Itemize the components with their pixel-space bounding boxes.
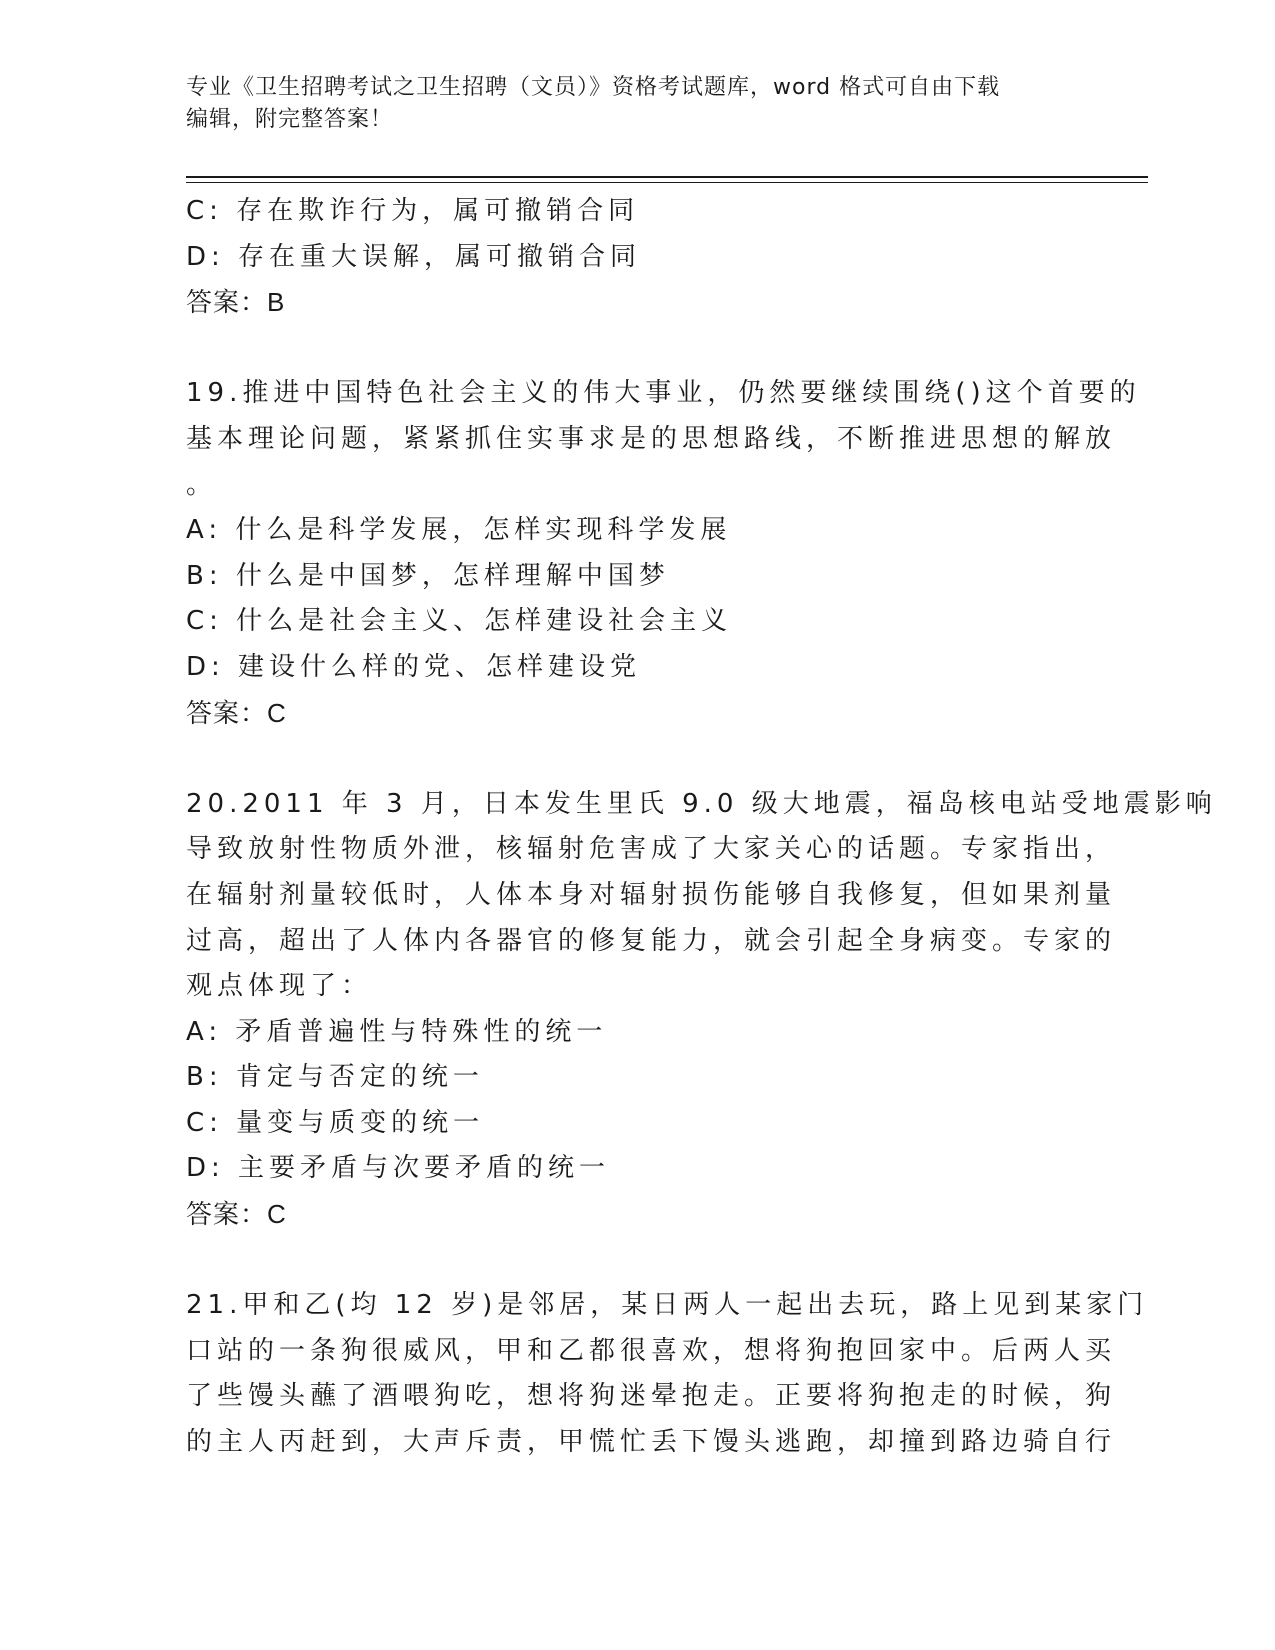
question-18-tail	[186, 189, 1086, 326]
q21-stem-line: 21.甲和乙(均 12 岁)是邻居，某日两人一起出去玩，路上见到某家门	[186, 1290, 1149, 1321]
q20-option-d: D: 主要矛盾与次要矛盾的统一	[186, 1153, 611, 1184]
header-line-1: 专业《卫生招聘考试之卫生招聘（文员）》资格考试题库，word 格式可自由下载	[186, 75, 1001, 100]
q20-stem-line: 20.2011 年 3 月，日本发生里氏 9.0 级大地震，福岛核电站受地震影响	[186, 788, 1217, 819]
q21-stem-line: 了些馒头蘸了酒喂狗吃，想将狗迷晕抱走。正要将狗抱走的时候，狗	[186, 1381, 1117, 1412]
q19-answer: 答案：C	[186, 697, 287, 728]
header-divider	[186, 176, 1148, 178]
q19-option-b: B: 什么是中国梦，怎样理解中国梦	[186, 560, 670, 591]
question-19	[186, 371, 1141, 736]
q20-answer: 答案：C	[186, 1199, 287, 1230]
q19-option-c: C: 什么是社会主义、怎样建设社会主义	[186, 606, 733, 637]
spacer	[186, 736, 1086, 782]
q18-answer: 答案：B	[186, 287, 286, 318]
q19-stem-line: 基本理论问题，紧紧抓住实事求是的思想路线，不断推进思想的解放	[186, 423, 1117, 454]
q19-option-d: D: 建设什么样的党、怎样建设党	[186, 651, 642, 682]
document-header	[186, 72, 1086, 136]
spacer	[186, 326, 1086, 372]
q20-stem-line: 观点体现了：	[186, 971, 373, 1002]
q20-option-a: A: 矛盾普遍性与特殊性的统一	[186, 1016, 608, 1047]
spacer	[186, 1238, 1086, 1284]
q20-option-c: C: 量变与质变的统一	[186, 1107, 485, 1138]
q18-option-c: C: 存在欺诈行为，属可撤销合同	[186, 196, 640, 226]
question-20	[186, 782, 1217, 1238]
q18-option-d: D: 存在重大误解，属可撤销合同	[186, 241, 642, 272]
question-21	[186, 1283, 1149, 1465]
header-line-2: 编辑，附完整答案！	[186, 107, 394, 132]
q20-stem-line: 导致放射性物质外泄，核辐射危害成了大家关心的话题。专家指出，	[186, 834, 1117, 865]
q21-stem-line: 的主人丙赶到，大声斥责，甲慌忙丢下馒头逃跑，却撞到路边骑自行	[186, 1427, 1117, 1458]
q21-stem-line: 口站的一条狗很威风，甲和乙都很喜欢，想将狗抱回家中。后两人买	[186, 1335, 1117, 1366]
q19-stem-line: 19.推进中国特色社会主义的伟大事业，仍然要继续围绕()这个首要的	[186, 378, 1141, 409]
q19-option-a: A: 什么是科学发展，怎样实现科学发展	[186, 515, 732, 546]
q19-stem-line: 。	[186, 469, 218, 500]
header-divider-thin	[186, 182, 1148, 183]
q20-stem-line: 在辐射剂量较低时，人体本身对辐射损伤能够自我修复，但如果剂量	[186, 879, 1117, 910]
q20-option-b: B: 肯定与否定的统一	[186, 1062, 484, 1093]
document-body	[186, 189, 1217, 1466]
q20-stem-line: 过高，超出了人体内各器官的修复能力，就会引起全身病变。专家的	[186, 925, 1117, 956]
